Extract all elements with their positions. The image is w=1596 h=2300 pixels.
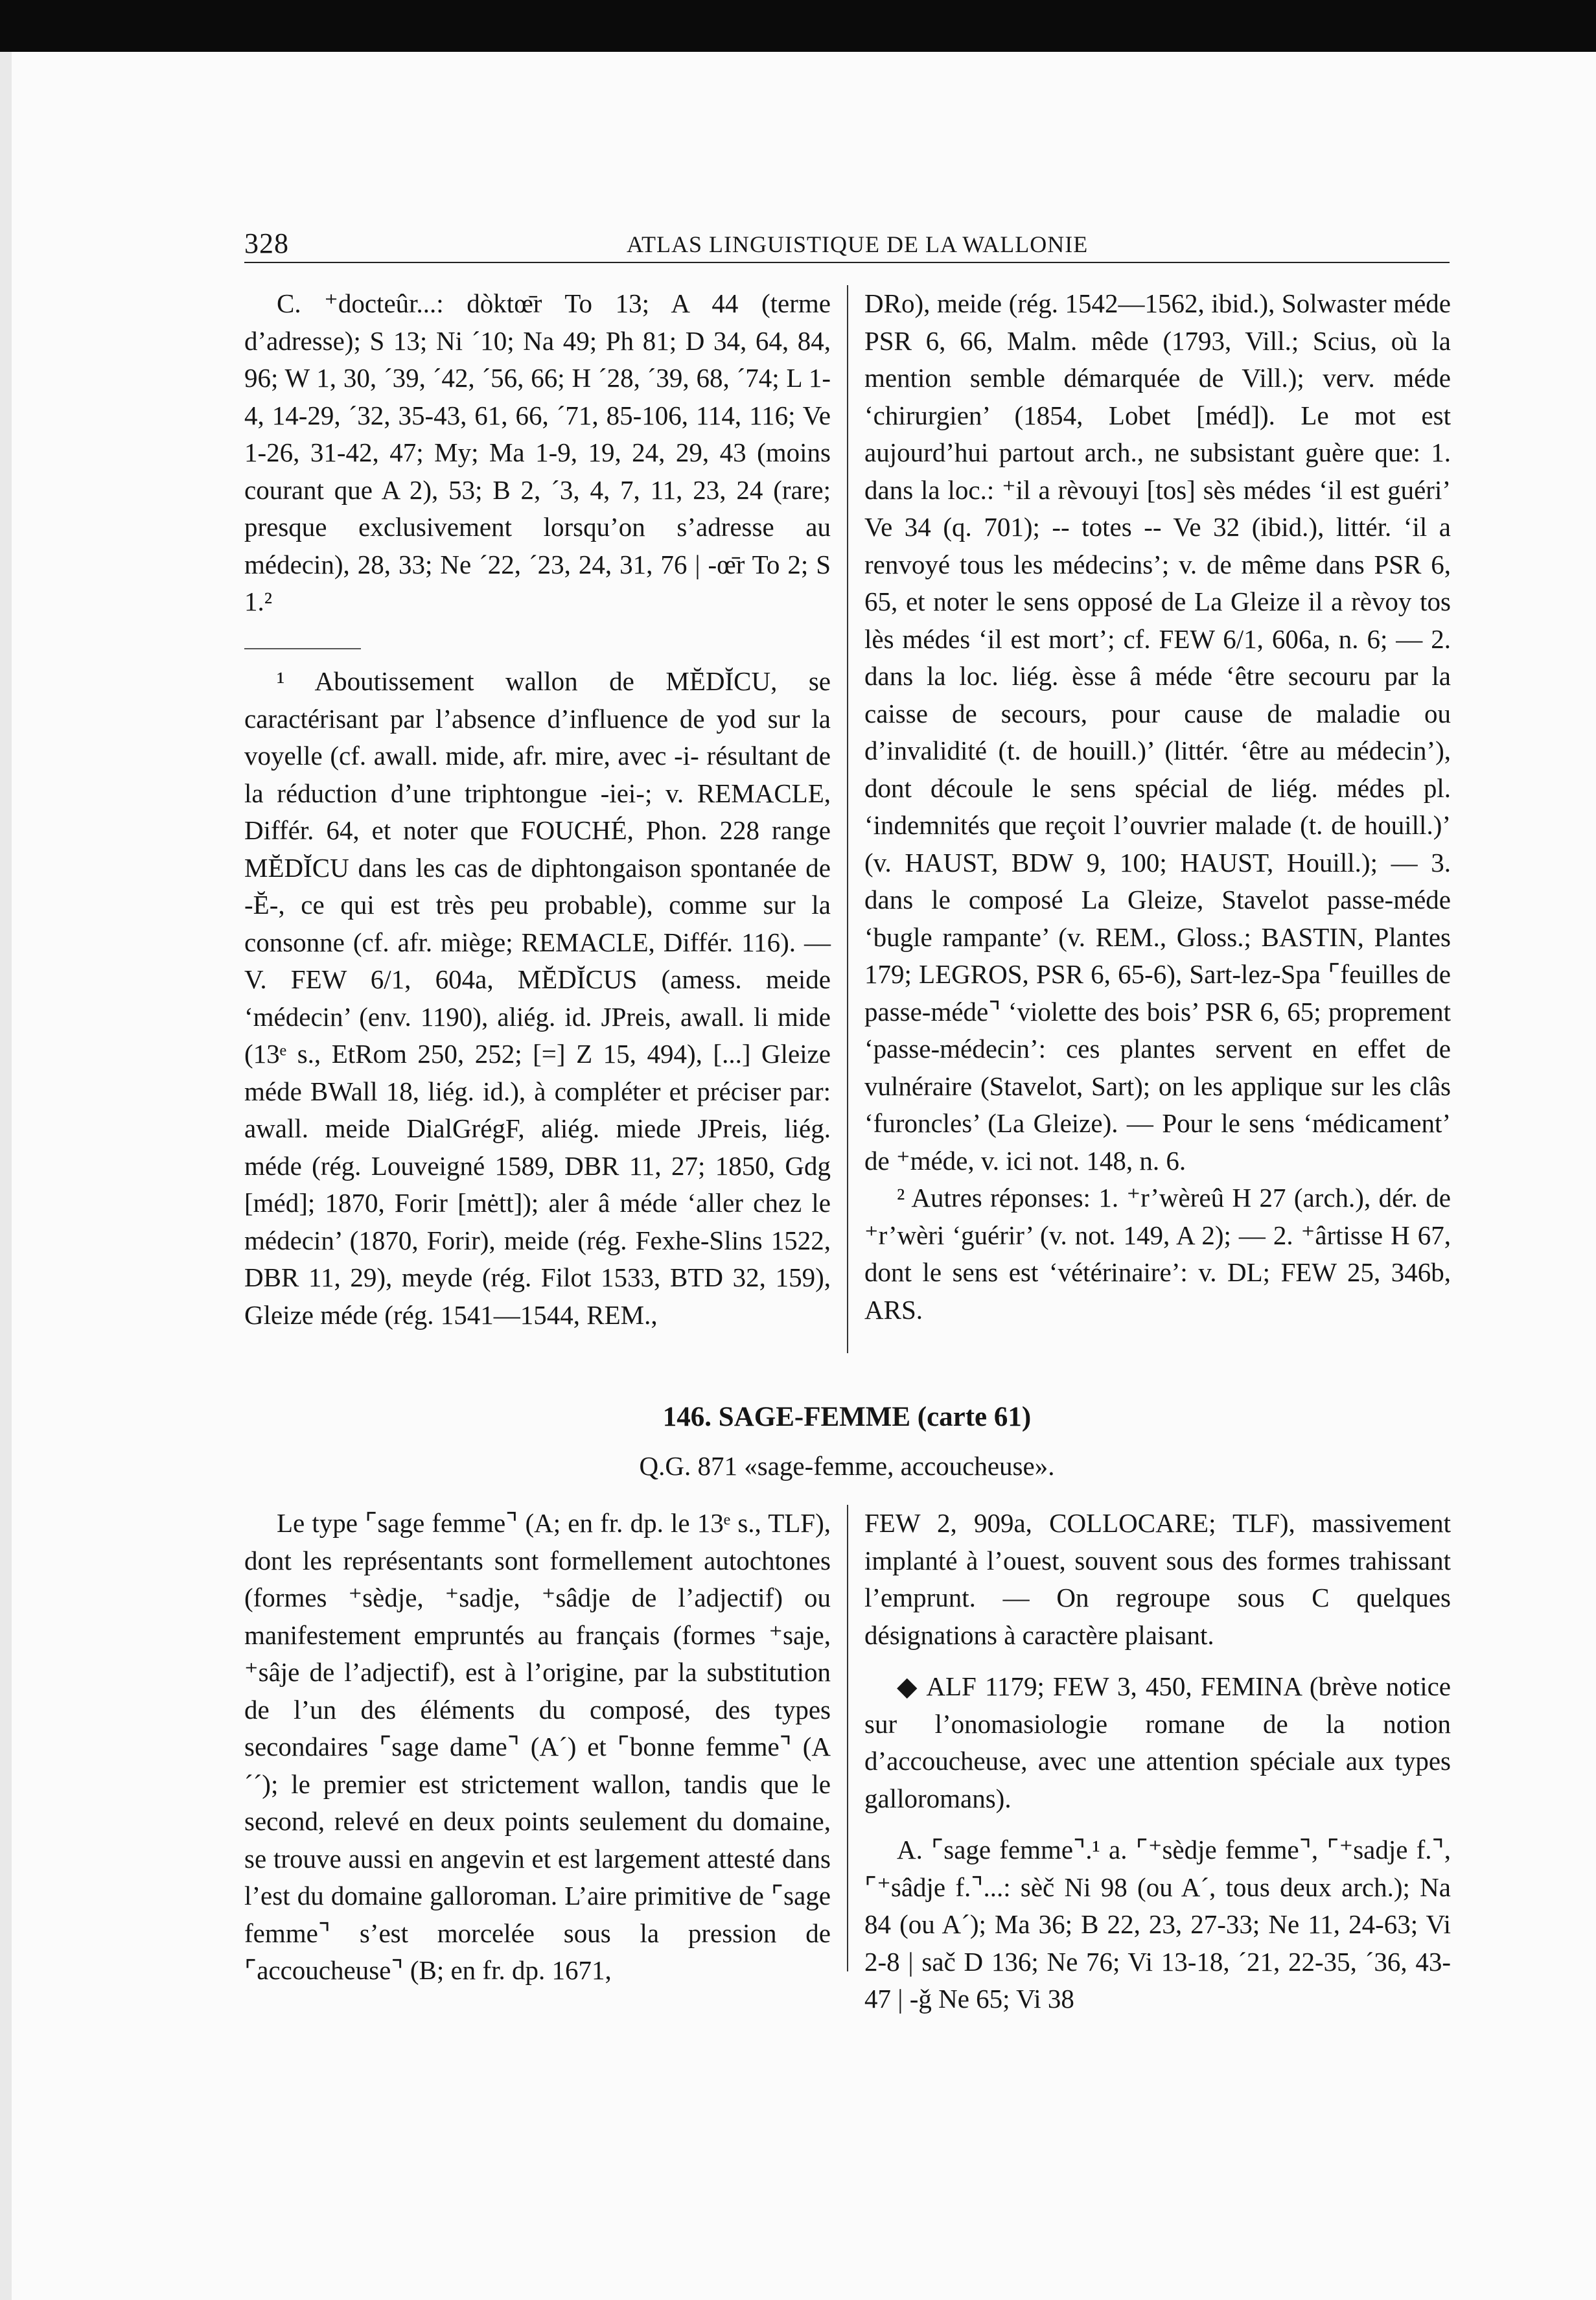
sage-femme-intro-continuation: FEW 2, 909a, COLLOCARE; TLF), massivement implanté à l’ouest, souvent sous des formes trahissant l’emprunt. — On regroupe sous C quelques désignations à caractère plaisant.	[864, 1508, 1451, 1650]
page-number: 328	[244, 227, 289, 259]
section-subtitle: Q.G. 871 «sage-femme, accoucheuse».	[639, 1451, 1055, 1481]
left-column-footnote	[244, 663, 831, 1334]
footnote-1-continuation: DRo), meide (rég. 1542—1562, ibid.), Solwaster méde PSR 6, 66, Malm. mêde (1793, Vill.; Scius, où la mention semble démarquée de Vill.); verv. méde ‘chirurgien’ (1854, Lobet [méd]). Le mot est aujourd’hui partout arch., ne subsistant guère que: 1. dans la loc.: ⁺il a rèvouyi [tos] sès médes ‘il est guéri’ Ve 34 (q. 701); -- totes -- Ve 32 (ibid.), littér. ‘il a renvoyé tous les médecins’; v. de même dans PSR 6, 65, et noter le sens opposé de La Gleize il a rèvoy tos lès médes ‘il est mort’; cf. FEW 6/1, 606a, n. 6; — 2. dans la loc. liég. èsse â méde ‘être secouru par la caisse de secours, pour cause de maladie ou d’invalidité (t. de houill.)’ (littér. ‘être au médecin’), dont découle le sens spécial de liég. médes pl. ‘indemnités que reçoit l’ouvrier malade (t. de houill.)’ (v. HAUST, BDW 9, 100; HAUST, Houill.); — 3. dans le composé La Gleize, Stavelot passe-méde ‘bugle rampante’ (v. REM., Gloss.; BASTIN, Plantes 179; LEGROS, PSR 6, 65-6), Sart-lez-Spa ⌜feuilles de passe-méde⌝ ‘violette des bois’ PSR 6, 65; proprement ‘passe-médecin’: ces plantes servent en effet de vulnéraire (Stavelot, Sart); on les applique sur les clâs ‘furoncles’ (La Gleize). — Pour le sens ‘médicament’ de ⁺méde, v. ici not. 148, n. 6.	[864, 288, 1451, 1176]
right-column-top	[864, 285, 1451, 1329]
left-column-top	[244, 285, 831, 621]
alf-reference: ◆ ALF 1179; FEW 3, 450, FEMINA (brève notice sur l’onomasiologie romane de la notion d’accoucheuse, avec une attention spéciale aux types galloromans).	[864, 1671, 1451, 1813]
right-column-bottom	[864, 1505, 1451, 2018]
column-rule-lower	[847, 1505, 848, 1971]
section-title: 146. SAGE-FEMME (carte 61)	[662, 1402, 1032, 1432]
footnote-2: ² Autres réponses: 1. ⁺r’wèreû H 27 (arch.), dér. de ⁺r’wèri ‘guérir’ (v. not. 149, A 2); — 2. ⁺ârtisse H 67, dont le sens est ‘vétérinaire’: v. DL; FEW 25, 346b, ARS.	[864, 1183, 1451, 1325]
scan-top-border	[0, 0, 1596, 52]
sage-femme-intro: Le type ⌜sage femme⌝ (A; en fr. dp. le 13ᵉ s., TLF), dont les représentants sont formellement autochtones (formes ⁺sèdje, ⁺sadje, ⁺sâdje de l’adjectif) ou manifestement empruntés au français (formes ⁺saje, ⁺sâje de l’adjectif), est à l’origine, par la substitution de l’un des éléments du composé, des types secondaires ⌜sage dame⌝ (A´) et ⌜bonne femme⌝ (A´´); le premier est strictement wallon, tandis que le second, relevé en deux points seulement du domaine, se trouve aussi en angevin et est largement attesté dans l’est du domaine galloroman. L’aire primitive de ⌜sage femme⌝ s’est morcelée sous la pression de ⌜accoucheuse⌝ (B; en fr. dp. 1671,	[244, 1508, 831, 1985]
running-header	[244, 222, 1450, 263]
left-column-bottom	[244, 1505, 831, 1990]
type-a-forms: A. ⌜sage femme⌝.¹ a. ⌜⁺sèdje femme⌝, ⌜⁺sadje f.⌝, ⌜⁺sâdje f.⌝...: sèč Ni 98 (ou A´, tous deux arch.); Na 84 (ou A´); Ma 36; B 22, 23, 27-33; Ne 11, 24-63; Vi 2-8 | sač D 136; Ne 76; Vi 13-18, ´21, 22-35, ´36, 43-47 | -ǧ Ne 65; Vi 38	[864, 1835, 1451, 2014]
running-title: ATLAS LINGUISTIQUE DE LA WALLONIE	[627, 231, 1089, 257]
footnote-separator	[244, 648, 361, 649]
column-rule-upper	[847, 285, 848, 1353]
paragraph-c-docteur: C. ⁺docteûr...: dòktœ̄r To 13; A 44 (terme d’adresse); S 13; Ni ´10; Na 49; Ph 81; D 34, 64, 84, 96; W 1, 30, ´39, ´42, ´56, 66; H ´28, ´39, 68, ´74; L 1-4, 14-29, ´32, 35-43, 61, 66, ´71, 85-106, 114, 116; Ve 1-26, 31-42, 47; My; Ma 1-9, 19, 24, 29, 43 (moins courant que A 2), 53; B 2, ´3, 4, 7, 11, 23, 24 (rare; presque exclusivement lorsqu’on s’adresse au médecin), 28, 33; Ne ´22, ´23, 24, 31, 76 | -œ̄r To 2; S 1.²	[244, 288, 831, 616]
footnote-1: ¹ Aboutissement wallon de MĔDĬCU, se caractérisant par l’absence d’influence de yod sur la voyelle (cf. awall. mide, afr. mire, avec -i- résultant de la réduction d’une triphtongue -iei-; v. REMACLE, Différ. 64, et noter que FOUCHÉ, Phon. 228 range MĔDĬCU dans les cas de diphtongaison spontanée de -Ĕ-, ce qui est très peu probable), comme sur la consonne (cf. afr. miège; REMACLE, Différ. 116). — V. FEW 6/1, 604a, MĔDĬCUS (amess. meide ‘médecin’ (env. 1190), aliég. id. JPreis, awall. li mide (13ᵉ s., EtRom 250, 252; [=] Z 15, 494), [...] Gleize méde BWall 18, liég. id.), à compléter et préciser par: awall. meide DialGrégF, aliég. miede JPreis, liég. méde (rég. Louveigné 1589, DBR 11, 27; 1850, Gdg [méd]; 1870, Forir [mėtt]); aler â méde ‘aller chez le médecin’ (1870, Forir), meide (rég. Fexhe-Slins 1522, DBR 11, 29), meyde (rég. Filot 1533, BTD 32, 159), Gleize méde (rég. 1541—1544, REM.,	[244, 666, 831, 1330]
